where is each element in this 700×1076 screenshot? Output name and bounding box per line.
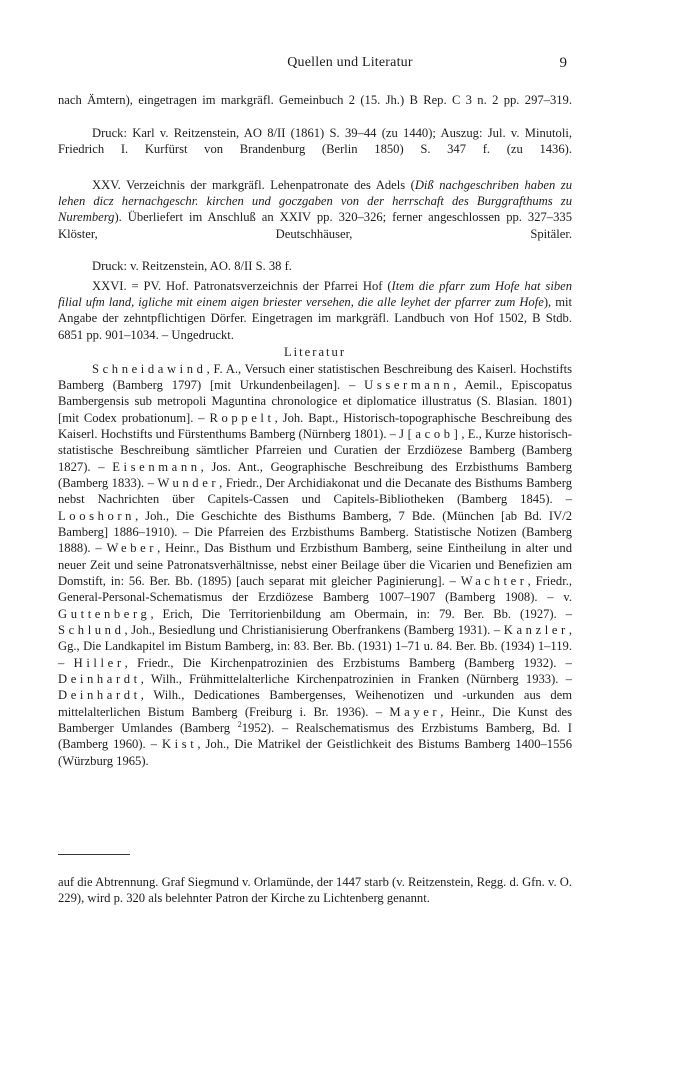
author-name: Deinhardt <box>58 688 141 703</box>
paragraph-1: nach Ämtern), eingetragen im markgräfl. Gemeinbuch 2 (15. Jh.) B Rep. C 3 n. 2 pp. 297–319. <box>58 93 572 107</box>
paragraph-druck-2: Druck: v. Reitzenstein, AO. 8/II S. 38 f. <box>92 259 292 274</box>
paragraph-xxvi: XXVI. = PV. Hof. Patronatsverzeichnis der Pfarrei Hof (Item die pfarr zum Hofe hat siben filial ufm land, igliche mit einem aigen briester versehen, die alle leyhet der pfarrer zum Hofe), mit Angabe der zehntpflichtigen Dörfer. Eingetragen im markgräfl. Landbuch von Hof 1502, B Stdb. 6851 pp. 901–1034. – Ungedruckt. <box>58 278 572 342</box>
author-name: Weber <box>106 541 158 556</box>
entry-text: , Joh., Die Geschichte des Bisthums Bamberg, 7 Bde. (München [ab Bd. IV/2 Bamberg] 1886–1910). – Die Pfarreien des Erzbisthums Bamberg. Statistische Notizen (Bamberg 1888). – <box>58 508 572 556</box>
paragraph-druck-1: Druck: Karl v. Reitzenstein, AO 8/II (1861) S. 39–44 (zu 1440); Auszug: Jul. v. Minutoli, Friedrich I. Kurfürst von Brandenburg (Berlin 1850) S. 347 f. (zu 1436). <box>58 125 572 157</box>
footnote-text: auf die Abtrennung. Graf Siegmund v. Orlamünde, der 1447 starb (v. Reitzenstein, Regg. d. Gfn. v. O. 229), wird p. 320 als belehnter Patron der Kirche zu Lichtenberg genannt. <box>58 875 572 906</box>
entry-text: , Joh., Besiedlung und Christianisierung Oberfrankens (Bamberg 1931). – <box>124 623 504 637</box>
entry-text: 1952). – Realschematismus des Erzbistums Bamberg, Bd. I (Bamberg 1960). – <box>58 721 572 752</box>
author-name: Schlund <box>58 623 125 637</box>
main-text <box>58 92 572 769</box>
entry-text: , Friedr., Die Kirchenpatrozinien des Erzbistums Bamberg (Bamberg 1932). – <box>124 655 572 670</box>
entry-text: , Gg., Die Landkapitel im Bistum Bamberg, in: 83. Ber. Bb. (1931) 1–71 u. 84. Ber. Bb. (1934) 1–119. – <box>58 623 572 670</box>
author-name: Kist <box>161 737 198 752</box>
author-name: Kanzler <box>503 623 569 637</box>
running-title: Quellen und Literatur <box>287 55 413 70</box>
author-name: Deinhardt <box>58 672 141 687</box>
entry-text: , Jos. Ant., Geographische Beschreibung des Erzbisthums Bamberg (Bamberg 1833). – <box>58 459 572 490</box>
author-name: J[acob] <box>399 426 462 441</box>
author-name: Mayer <box>389 704 441 719</box>
bibliography <box>58 361 572 770</box>
quotation-xxvi: Item die pfarr zum Hofe hat siben filial ufm land, igliche mit einem aigen briester versehen, die alle leyhet der pfarrer zum Hofe <box>58 278 572 310</box>
author-name: Schneidawind <box>92 361 207 376</box>
page-number: 9 <box>559 55 567 71</box>
edition-superscript: 2 <box>237 719 242 729</box>
running-header <box>0 55 700 75</box>
author-name: Looshorn <box>58 508 136 523</box>
author-name: Ussermann <box>364 377 454 392</box>
literatur-heading: Literatur <box>283 345 347 360</box>
entry-text: , F. A., Versuch einer statistischen Beschreibung des Kaiserl. Hochstifts Bamberg (Bamberg 1797) [mit Urkundenbeilagen]. – <box>58 361 572 392</box>
author-name: Roppelt <box>209 410 275 425</box>
footnote <box>58 874 572 907</box>
entry-text: , E., Kurze historisch-statistische Beschreibung sämtlicher Pfarreien und Curatien der Erzdiözese Bamberg (Bamberg 1827). – <box>58 426 572 474</box>
author-name: Eisenmann <box>112 459 201 474</box>
entry-text: , Wilh., Frühmittelalterliche Kirchenpatrozinien in Franken (Nürnberg 1933). – <box>140 672 572 687</box>
entry-text: , Aemil., Episcopatus Bambergensis sub metropoli Maguntina chronologice et diplomatice illustratus (S. Blasian. 1801) [mit Codex probationum]. – <box>58 377 572 425</box>
entry-text: , Heinr., Die Kunst des Bamberger Umlandes (Bamberg <box>58 704 572 736</box>
author-name: Guttenberg <box>58 606 151 621</box>
author-name: Hiller <box>73 655 125 670</box>
entry-text: , Friedr., Der Archidiakonat und die Decanate des Bisthums Bamberg nebst Nachrichten über Capitels-Cassen und Capitels-Bibliotheken (Bamberg 1845). – <box>58 475 573 507</box>
quotation-xxv: Diß nachgeschriben haben zu lehen dicz hernachgeschr. kirchen und goczgaben von der herrschaft des Burggrafthums zu Nuremberg <box>58 177 572 225</box>
author-name: Wachter <box>460 573 528 588</box>
entry-text: , Wilh., Dedicationes Bambergenses, Weihenotizen und -urkunden aus dem mittelalterlichen Bistum Bamberg (Freiburg i. Br. 1936). – <box>58 688 572 719</box>
paragraph-xxv: XXV. Verzeichnis der markgräfl. Lehenpatronate des Adels (Diß nachgeschriben haben zu lehen dicz hernachgeschr. kirchen und goczgaben von der herrschaft des Burggrafthums zu Nuremberg). Überliefert im Anschluß an XXIV pp. 320–326; ferner angeschlossen pp. 327–335 Klöster, Deutschhäuser, Spitäler. <box>58 177 572 241</box>
entry-text: , Joh., Die Matrikel der Geistlichkeit des Bistums Bamberg 1400–1556 (Würzburg 1965). <box>58 737 572 768</box>
footnote-rule <box>58 854 130 855</box>
entry-text: , Joh. Bapt., Historisch-topographische Beschreibung des Kaiserl. Hochstifts und Fürstenthums Bamberg (Nürnberg 1801). – <box>58 410 572 441</box>
entry-text: , Erich, Die Territorienbildung am Obermain, in: 79. Ber. Bb. (1927). – <box>150 606 572 621</box>
entry-text: , Heinr., Das Bisthum und Erzbisthum Bamberg, seine Eintheilung in alter und neuer Zeit und seine Patronatsverhältnisse, nebst einer Beilage über die Vicarien und Benefizien am Domstift, in: 56. Ber. Bb. (1895) [auch separat mit gleicher Paginierung]. – <box>58 541 572 588</box>
entry-text: , Friedr., General-Personal-Schematismus der Erzdiözese Bamberg 1007–1907 (Bamberg 1908). – v. <box>58 573 572 605</box>
author-name: Wunder <box>157 475 220 490</box>
